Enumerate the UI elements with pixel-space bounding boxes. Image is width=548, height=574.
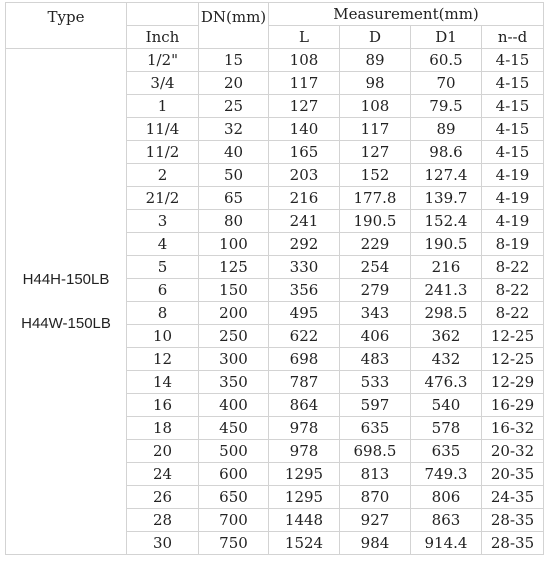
cell-l: 978 (269, 417, 340, 440)
header-inch: Inch (127, 26, 199, 49)
cell-dn: 25 (199, 95, 269, 118)
cell-l: 117 (269, 72, 340, 95)
cell-dn: 450 (199, 417, 269, 440)
cell-nd: 4-15 (482, 118, 544, 141)
cell-nd: 16-32 (482, 417, 544, 440)
cell-d1: 98.6 (411, 141, 482, 164)
cell-nd: 20-32 (482, 440, 544, 463)
cell-dn: 500 (199, 440, 269, 463)
cell-inch: 2 (127, 164, 199, 187)
cell-inch: 8 (127, 302, 199, 325)
cell-d1: 89 (411, 118, 482, 141)
cell-d: 698.5 (340, 440, 411, 463)
cell-l: 622 (269, 325, 340, 348)
cell-l: 356 (269, 279, 340, 302)
cell-l: 698 (269, 348, 340, 371)
cell-d1: 152.4 (411, 210, 482, 233)
cell-dn: 150 (199, 279, 269, 302)
cell-nd: 16-29 (482, 394, 544, 417)
cell-d1: 79.5 (411, 95, 482, 118)
cell-l: 1448 (269, 509, 340, 532)
cell-l: 330 (269, 256, 340, 279)
cell-d: 229 (340, 233, 411, 256)
cell-d1: 190.5 (411, 233, 482, 256)
header-measurement: Measurement(mm) (269, 3, 544, 26)
cell-d1: 432 (411, 348, 482, 371)
cell-l: 127 (269, 95, 340, 118)
cell-d: 343 (340, 302, 411, 325)
cell-inch: 1/2" (127, 49, 199, 72)
cell-d1: 863 (411, 509, 482, 532)
cell-d: 177.8 (340, 187, 411, 210)
cell-inch: 20 (127, 440, 199, 463)
cell-nd: 4-15 (482, 72, 544, 95)
cell-inch: 11/4 (127, 118, 199, 141)
cell-nd: 4-19 (482, 164, 544, 187)
cell-dn: 15 (199, 49, 269, 72)
cell-d1: 749.3 (411, 463, 482, 486)
cell-d1: 578 (411, 417, 482, 440)
cell-inch: 6 (127, 279, 199, 302)
cell-inch: 14 (127, 371, 199, 394)
cell-d: 533 (340, 371, 411, 394)
cell-nd: 4-15 (482, 141, 544, 164)
cell-l: 1524 (269, 532, 340, 555)
cell-inch: 16 (127, 394, 199, 417)
cell-d1: 476.3 (411, 371, 482, 394)
cell-d1: 298.5 (411, 302, 482, 325)
cell-d1: 216 (411, 256, 482, 279)
cell-d: 483 (340, 348, 411, 371)
cell-dn: 600 (199, 463, 269, 486)
cell-d: 152 (340, 164, 411, 187)
cell-d: 597 (340, 394, 411, 417)
cell-d: 279 (340, 279, 411, 302)
cell-d: 406 (340, 325, 411, 348)
header-dn: DN(mm) (199, 3, 269, 49)
cell-dn: 50 (199, 164, 269, 187)
cell-d: 127 (340, 141, 411, 164)
cell-inch: 3/4 (127, 72, 199, 95)
cell-nd: 4-19 (482, 187, 544, 210)
cell-d: 635 (340, 417, 411, 440)
cell-d: 98 (340, 72, 411, 95)
cell-d: 813 (340, 463, 411, 486)
cell-nd: 8-22 (482, 279, 544, 302)
cell-d: 870 (340, 486, 411, 509)
cell-inch: 24 (127, 463, 199, 486)
cell-d: 927 (340, 509, 411, 532)
cell-nd: 12-25 (482, 348, 544, 371)
cell-nd: 12-25 (482, 325, 544, 348)
cell-nd: 28-35 (482, 509, 544, 532)
header-type: Type (6, 3, 127, 49)
cell-inch: 1 (127, 95, 199, 118)
cell-dn: 750 (199, 532, 269, 555)
cell-dn: 700 (199, 509, 269, 532)
cell-d1: 540 (411, 394, 482, 417)
header-D: D (340, 26, 411, 49)
type-label: H44W-150LB (21, 314, 111, 332)
cell-nd: 4-15 (482, 49, 544, 72)
cell-inch: 21/2 (127, 187, 199, 210)
dimension-table (5, 2, 544, 555)
cell-d: 190.5 (340, 210, 411, 233)
cell-dn: 100 (199, 233, 269, 256)
cell-d1: 241.3 (411, 279, 482, 302)
table-row (6, 49, 544, 72)
cell-d1: 60.5 (411, 49, 482, 72)
cell-dn: 125 (199, 256, 269, 279)
table-header (6, 3, 544, 49)
type-cell (6, 49, 127, 555)
cell-inch: 10 (127, 325, 199, 348)
cell-dn: 80 (199, 210, 269, 233)
cell-d: 108 (340, 95, 411, 118)
cell-nd: 4-19 (482, 210, 544, 233)
cell-nd: 8-22 (482, 256, 544, 279)
cell-inch: 18 (127, 417, 199, 440)
cell-l: 864 (269, 394, 340, 417)
cell-d1: 127.4 (411, 164, 482, 187)
cell-inch: 11/2 (127, 141, 199, 164)
header-row-top (6, 3, 544, 26)
cell-d: 89 (340, 49, 411, 72)
cell-inch: 12 (127, 348, 199, 371)
cell-l: 978 (269, 440, 340, 463)
cell-l: 140 (269, 118, 340, 141)
cell-dn: 20 (199, 72, 269, 95)
table-body (6, 49, 544, 555)
cell-dn: 200 (199, 302, 269, 325)
cell-nd: 28-35 (482, 532, 544, 555)
cell-d1: 914.4 (411, 532, 482, 555)
cell-inch: 26 (127, 486, 199, 509)
cell-l: 292 (269, 233, 340, 256)
cell-nd: 8-19 (482, 233, 544, 256)
cell-l: 241 (269, 210, 340, 233)
cell-l: 1295 (269, 486, 340, 509)
cell-inch: 28 (127, 509, 199, 532)
cell-nd: 4-15 (482, 95, 544, 118)
cell-l: 165 (269, 141, 340, 164)
cell-l: 495 (269, 302, 340, 325)
cell-dn: 32 (199, 118, 269, 141)
cell-nd: 20-35 (482, 463, 544, 486)
cell-inch: 3 (127, 210, 199, 233)
cell-d: 254 (340, 256, 411, 279)
cell-l: 1295 (269, 463, 340, 486)
cell-l: 216 (269, 187, 340, 210)
cell-dn: 40 (199, 141, 269, 164)
cell-d1: 635 (411, 440, 482, 463)
cell-d: 117 (340, 118, 411, 141)
header-blank (127, 3, 199, 26)
cell-dn: 400 (199, 394, 269, 417)
cell-l: 787 (269, 371, 340, 394)
cell-d1: 70 (411, 72, 482, 95)
cell-nd: 12-29 (482, 371, 544, 394)
cell-d1: 362 (411, 325, 482, 348)
cell-inch: 30 (127, 532, 199, 555)
cell-dn: 300 (199, 348, 269, 371)
type-label: H44H-150LB (22, 270, 110, 288)
cell-l: 108 (269, 49, 340, 72)
cell-dn: 250 (199, 325, 269, 348)
cell-l: 203 (269, 164, 340, 187)
cell-nd: 24-35 (482, 486, 544, 509)
cell-dn: 650 (199, 486, 269, 509)
header-L: L (269, 26, 340, 49)
cell-d: 984 (340, 532, 411, 555)
cell-dn: 65 (199, 187, 269, 210)
cell-nd: 8-22 (482, 302, 544, 325)
cell-dn: 350 (199, 371, 269, 394)
cell-inch: 5 (127, 256, 199, 279)
header-nd: n--d (482, 26, 544, 49)
cell-inch: 4 (127, 233, 199, 256)
header-D1: D1 (411, 26, 482, 49)
cell-d1: 806 (411, 486, 482, 509)
cell-d1: 139.7 (411, 187, 482, 210)
